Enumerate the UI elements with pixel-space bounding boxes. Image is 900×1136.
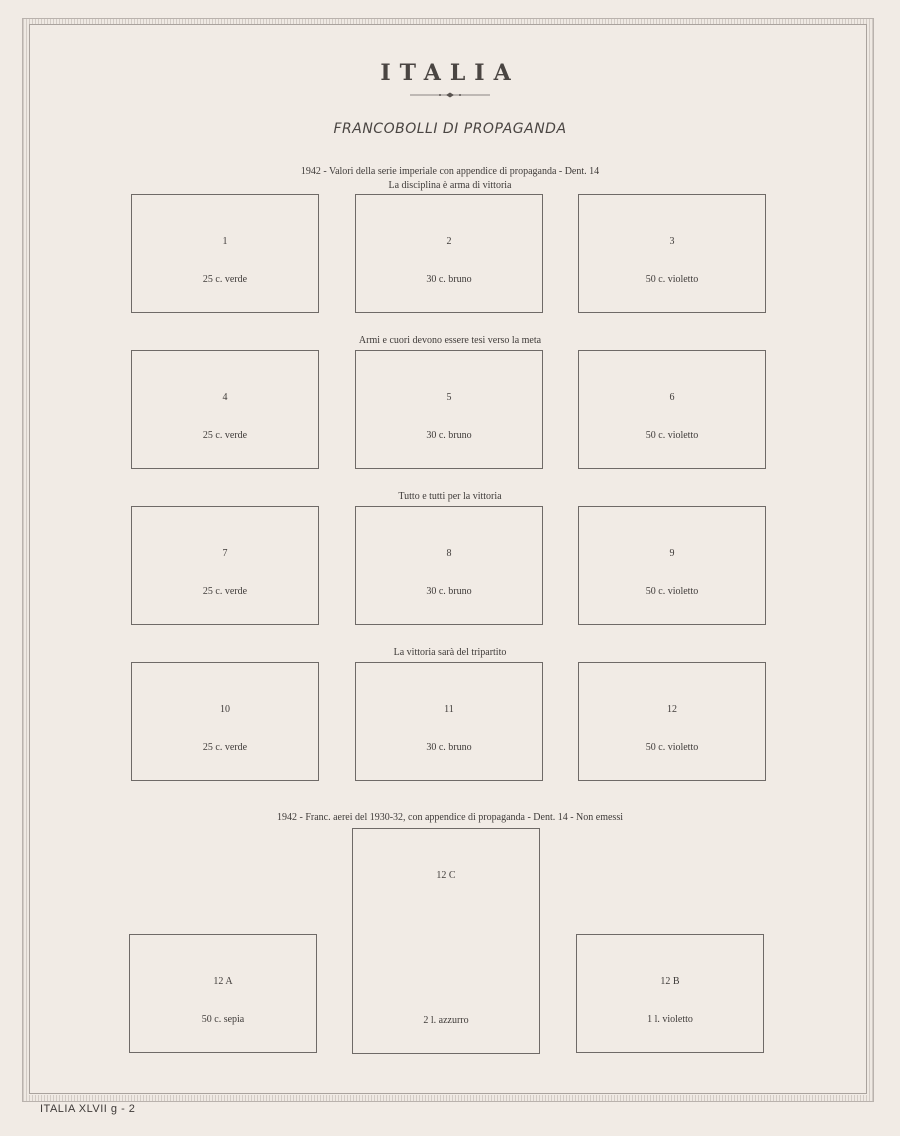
stamp-description: 30 c. bruno bbox=[426, 586, 472, 597]
stamp-description: 25 c. verde bbox=[202, 274, 248, 285]
stamp-space bbox=[131, 350, 319, 469]
stamp-number: 9 bbox=[669, 548, 675, 559]
page-title: ITALIA bbox=[380, 60, 520, 86]
stamp-space bbox=[576, 934, 764, 1053]
stamp-description: 25 c. verde bbox=[202, 430, 248, 441]
title-ornament bbox=[410, 92, 490, 98]
stamp-space bbox=[131, 662, 319, 781]
stamp-description: 2 l. azzurro bbox=[423, 1015, 469, 1026]
section-caption: La vittoria sarà del tripartito bbox=[393, 647, 507, 658]
section-caption: La disciplina è arma di vittoria bbox=[388, 180, 512, 191]
stamp-number: 11 bbox=[444, 704, 454, 715]
stamp-description: 30 c. bruno bbox=[426, 430, 472, 441]
stamp-space bbox=[578, 662, 766, 781]
stamp-description: 30 c. bruno bbox=[426, 742, 472, 753]
stamp-space bbox=[131, 194, 319, 313]
stamp-number: 12 B bbox=[660, 976, 680, 987]
stamp-space bbox=[578, 350, 766, 469]
stamp-number: 4 bbox=[222, 392, 228, 403]
stamp-description: 50 c. violetto bbox=[645, 742, 699, 753]
stamp-description: 30 c. bruno bbox=[426, 274, 472, 285]
stamp-description: 50 c. violetto bbox=[645, 274, 699, 285]
stamp-space bbox=[578, 506, 766, 625]
stamp-number: 8 bbox=[446, 548, 452, 559]
stamp-space bbox=[355, 194, 543, 313]
stamp-number: 3 bbox=[669, 236, 675, 247]
stamp-description: 25 c. verde bbox=[202, 586, 248, 597]
stamp-description: 50 c. violetto bbox=[645, 586, 699, 597]
stamp-number: 1 bbox=[222, 236, 228, 247]
stamp-space bbox=[578, 194, 766, 313]
stamp-space bbox=[129, 934, 317, 1053]
stamp-number: 7 bbox=[222, 548, 228, 559]
stamp-number: 10 bbox=[220, 704, 230, 715]
page-subtitle: FRANCOBOLLI DI PROPAGANDA bbox=[333, 121, 567, 137]
section-caption: Tutto e tutti per la vittoria bbox=[398, 491, 502, 502]
section-caption: Armi e cuori devono essere tesi verso la meta bbox=[358, 335, 542, 346]
stamp-space bbox=[131, 506, 319, 625]
stamp-number: 6 bbox=[669, 392, 675, 403]
stamp-description: 25 c. verde bbox=[202, 742, 248, 753]
stamp-space bbox=[355, 350, 543, 469]
stamp-space bbox=[352, 828, 540, 1054]
section-caption: 1942 - Franc. aerei del 1930-32, con appendice di propaganda - Dent. 14 - Non emessi bbox=[276, 812, 623, 823]
stamp-description: 1 l. violetto bbox=[647, 1014, 693, 1025]
stamp-number: 5 bbox=[446, 392, 452, 403]
stamp-description: 50 c. violetto bbox=[645, 430, 699, 441]
stamp-number: 2 bbox=[446, 236, 452, 247]
stamp-description: 50 c. sepia bbox=[201, 1014, 245, 1025]
stamp-space bbox=[355, 662, 543, 781]
stamp-number: 12 C bbox=[436, 870, 456, 881]
page-footer-label: ITALIA XLVII g - 2 bbox=[40, 1103, 136, 1115]
stamp-number: 12 bbox=[667, 704, 677, 715]
stamp-space bbox=[355, 506, 543, 625]
section-caption: 1942 - Valori della serie imperiale con appendice di propaganda - Dent. 14 bbox=[300, 166, 600, 177]
stamp-number: 12 A bbox=[213, 976, 233, 987]
